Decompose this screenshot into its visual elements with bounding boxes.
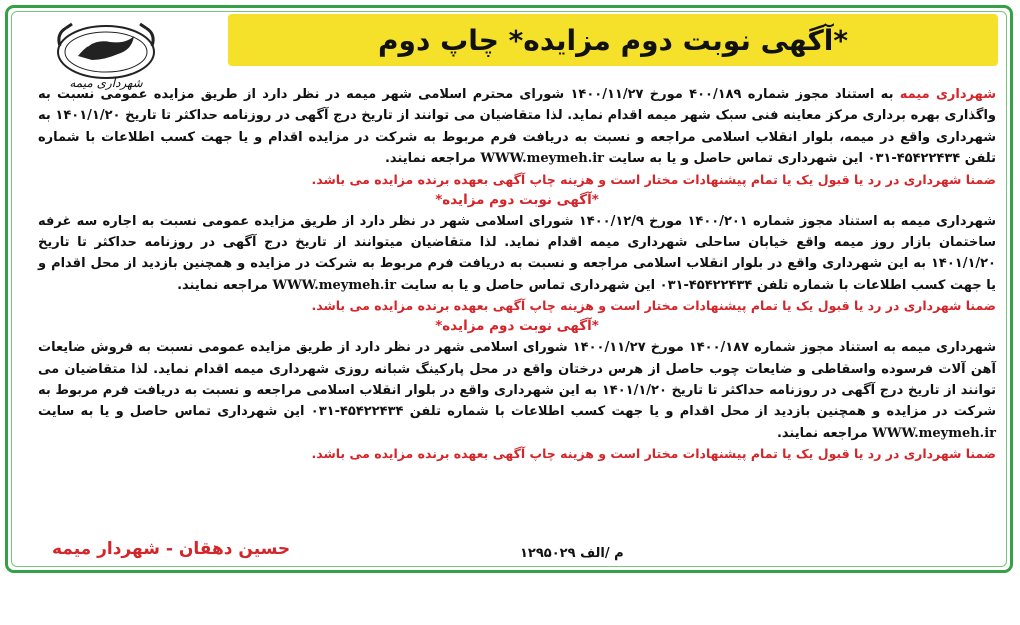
notice-2-disclaimer: ضمنا شهرداری در رد یا قبول یک یا تمام پیشنهادات مختار است و هزینه چاپ آگهی بعهده برنده مزایده می باشد. (311, 298, 996, 314)
header-banner (228, 14, 998, 66)
notice-2-tail: مراجعه نمایند. (177, 277, 273, 293)
notice-2-heading: *آگهی نوبت دوم مزایده* (435, 191, 599, 208)
notice-2-text: شهرداری میمه به استناد مجوز شماره ۱۴۰۰/۲۰۱ مورخ ۱۴۰۰/۱۲/۹ شورای اسلامی شهر در نظر دارد از طریق مزایده عمومی نسبت به اجاره سه غرفه ساختمان بازار روز میمه واقع خیابان ساحلی شهرداری میمه اقدام نماید. لذا متقاضیان میتوانند از تاریخ درج آگهی در روزنامه حداکثر تا تاریخ ۱۴۰۱/۱/۲۰ به این شهرداری واقع در بلوار انقلاب اسلامی مراجعه و نسبت به دریافت فرم مربوط به شرکت در مزایده و همچنین بازدید از محل اقدام و یا جهت کسب اطلاعات با شماره تلفن ۴۵۴۲۲۴۳۴-۰۳۱ این شهرداری تماس حاصل و یا به سایت (38, 213, 996, 293)
notice-3-heading: *آگهی نوبت دوم مزایده* (435, 318, 599, 335)
notice-3-text: شهرداری میمه به استناد مجوز شماره ۱۴۰۰/۱۸۷ مورخ ۱۴۰۰/۱۱/۲۷ شورای اسلامی شهر در نظر دارد از طریق مزایده عمومی نسبت به فروش ضایعات آهن آلات فرسوده واسقاطی و ضایعات چوب حاصل از هرس درختان واقع در محل پارکینگ شبانه روزی شهرداری میمه اقدام نماید. لذا متقاضیان می توانند از تاریخ درج آگهی در روزنامه حداکثر تا تاریخ ۱۴۰۱/۱/۲۰ به این شهرداری واقع در بلوار انقلاب اسلامی مراجعه و نسبت به دریافت فرم مربوط به شرکت در مزایده و همچنین بازدید از محل اقدام و یا جهت کسب اطلاعات با شماره تلفن ۴۵۴۲۲۴۳۴-۰۳۱ این شهرداری تماس حاصل و یا به سایت (38, 340, 996, 420)
notice-1-disclaimer: ضمنا شهرداری در رد یا قبول یک یا تمام پیشنهادات مختار است و هزینه چاپ آگهی بعهده برنده مزایده می باشد. (311, 171, 996, 187)
mayor-signature: حسین دهقان - شهردار میمه (52, 539, 291, 559)
reference-number: م /الف ۱۲۹۵۰۲۹ (520, 546, 624, 561)
notice-3-paragraph (38, 337, 996, 444)
notice-3-website-link[interactable]: WWW.meymeh.ir (872, 425, 996, 441)
notice-1-tail: مراجعه نمایند. (384, 151, 481, 167)
notice-1-paragraph (38, 84, 996, 170)
banner-title: *آگهی نوبت دوم مزایده* چاپ دوم (378, 23, 848, 57)
notice-1-text: به استناد مجوز شماره ۴۰۰/۱۸۹ مورخ ۱۴۰۰/۱۱/۲۷ شورای محترم اسلامی شهر میمه در نظر دارد از طریق مزایده عمومی نسبت به واگذاری بهره برداری مرکز معاینه فنی سبک شهر میمه اقدام نماید. لذا متقاضیان می توانند از تاریخ درج آگهی در روزنامه حداکثر تا تاریخ ۱۴۰۱/۱/۲۰ به شهرداری واقع در میمه، بلوار انقلاب اسلامی مراجعه و نسبت به دریافت فرم مربوط به شرکت در مزایده اقدام و یا جهت کسب اطلاعات با شماره تلفن ۴۵۴۲۲۴۳۴-۰۳۱ این شهرداری تماس حاصل و یا به سایت (38, 87, 996, 167)
notice-3-disclaimer: ضمنا شهرداری در رد یا قبول یک یا تمام پیشنهادات مختار است و هزینه چاپ آگهی بعهده برنده مزایده می باشد. (311, 446, 996, 462)
logo-caption: شهرداری میمه (69, 76, 143, 90)
notice-2-paragraph (38, 211, 996, 297)
notice-1-website-link[interactable]: WWW.meymeh.ir (480, 151, 605, 167)
notice-3-tail: مراجعه نمایند. (776, 425, 873, 441)
notice-body (38, 84, 996, 464)
notice-1-lead: شهرداری میمه (899, 87, 996, 102)
notice-2-website-link[interactable]: WWW.meymeh.ir (272, 277, 397, 293)
